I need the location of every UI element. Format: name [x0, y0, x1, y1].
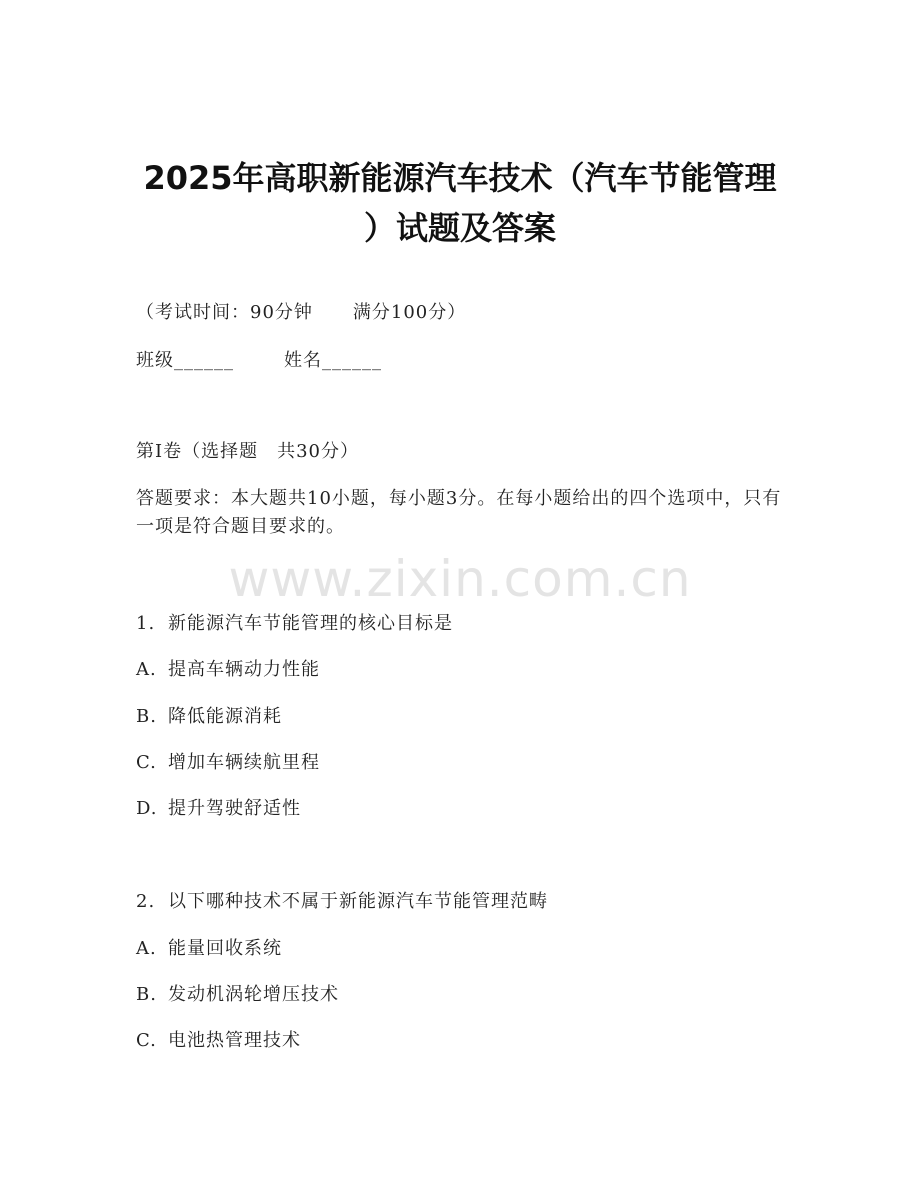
option-letter: C.: [136, 1030, 157, 1051]
document-title-line-2: ）试题及答案: [363, 209, 556, 247]
question-1-option-a: [136, 659, 796, 681]
option-letter: A.: [136, 938, 157, 959]
question-2-option-a: [136, 938, 796, 960]
exam-info: [136, 302, 796, 324]
question-text: 新能源汽车节能管理的核心目标是: [168, 613, 453, 634]
option-letter: B.: [136, 984, 157, 1005]
option-letter: D.: [136, 798, 158, 819]
full-score: 满分100分）: [352, 302, 467, 323]
option-letter: A.: [136, 659, 157, 680]
option-text: 电池热管理技术: [168, 1030, 301, 1051]
option-text: 提升驾驶舒适性: [168, 798, 301, 819]
question-text: 以下哪种技术不属于新能源汽车节能管理范畴: [168, 891, 548, 912]
question-2-option-c: [136, 1030, 796, 1052]
option-text: 发动机涡轮增压技术: [168, 984, 339, 1005]
section-instructions: 答题要求：本大题共10小题，每小题3分。在每小题给出的四个选项中，只有一项是符合题目要求的。: [136, 488, 782, 537]
document-title-line-1: 2025年高职新能源汽车技术（汽车节能管理: [143, 159, 777, 197]
question-number: 1.: [136, 613, 156, 634]
option-letter: C.: [136, 752, 157, 773]
name-field: 姓名______: [284, 350, 382, 371]
exam-time: （考试时间：90分钟: [136, 302, 313, 323]
section-heading: 第I卷（选择题 共30分）: [136, 441, 360, 462]
question-1-option-d: [136, 798, 796, 820]
watermark: www.zixin.com.cn: [228, 550, 692, 608]
question-1: [136, 613, 796, 635]
option-text: 提高车辆动力性能: [168, 659, 320, 680]
question-2: [136, 891, 796, 913]
option-text: 增加车辆续航里程: [168, 752, 320, 773]
question-2-option-b: [136, 984, 796, 1006]
question-number: 2.: [136, 891, 156, 912]
option-letter: B.: [136, 706, 157, 727]
option-text: 能量回收系统: [168, 938, 282, 959]
student-info: [136, 350, 796, 372]
question-1-option-c: [136, 752, 796, 774]
question-1-option-b: [136, 706, 796, 728]
class-field: 班级______: [136, 350, 234, 371]
option-text: 降低能源消耗: [168, 706, 282, 727]
